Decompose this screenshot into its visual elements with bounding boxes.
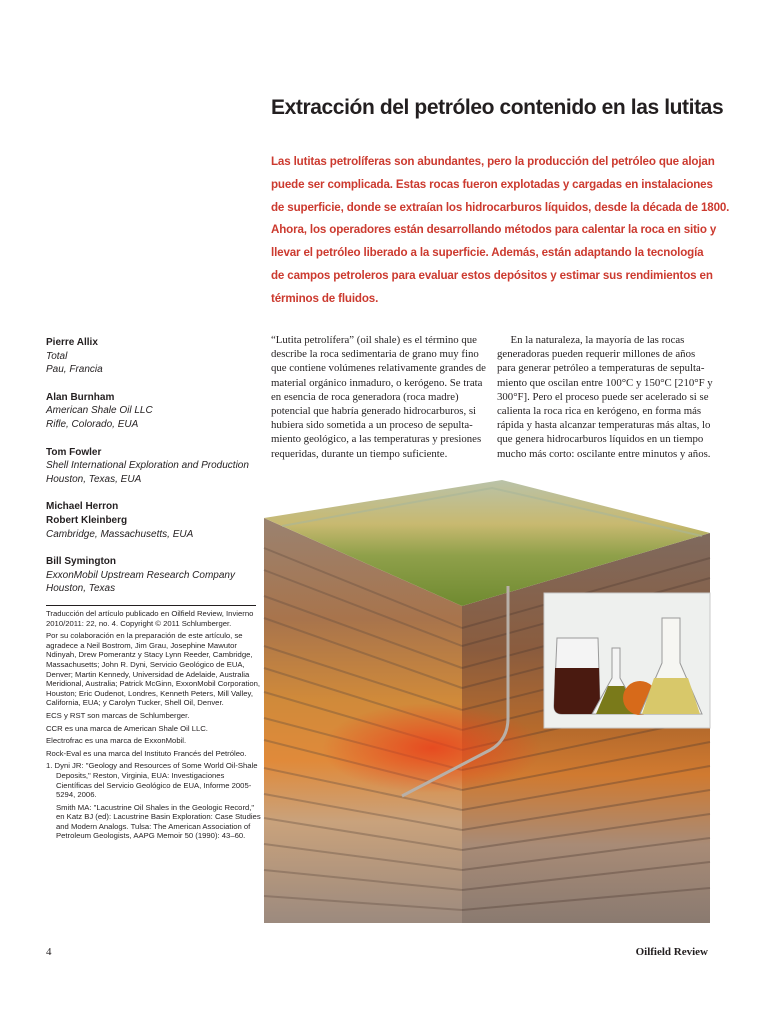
body-line: En la naturaleza, la mayoría de las rocas (497, 334, 685, 346)
body-column-1 (271, 333, 485, 461)
author-affiliation: Shell International Exploration and Production (46, 460, 249, 472)
reference: 1. Dyni JR: "Geology and Resources of Some World Oil-Shale Deposits," Reston, Virginia, EUA: Investigaciones Científicas del Servicio Geológico de EUA, Informe 2005-5294, 2006. (46, 761, 258, 800)
footnotes (46, 609, 261, 844)
body-line: miento que oscilan entre 100°C y 150°C [210°F y (497, 376, 713, 389)
body-line: mucho más corto: oscilante entre minutos y años. (497, 447, 711, 460)
author-affiliation: Total (46, 350, 68, 362)
body-line: que genera hidrocarburos líquidos en un tiempo (497, 433, 704, 446)
body-line: generadoras pueden requerir millones de años (497, 348, 696, 361)
body-line: 300°F]. Pero el proceso puede ser acelerado si se (497, 390, 709, 403)
author-name: Bill Symington (46, 556, 116, 568)
lead-line: Las lutitas petrolíferas son abundantes, pero la producción del petróleo que alojan (271, 155, 715, 168)
body-line: miento geológico, a las temperaturas y presiones (271, 433, 482, 446)
oil-beakers-photo (544, 593, 710, 728)
article-lead (271, 151, 730, 311)
author-name: Alan Burnham (46, 391, 115, 403)
acknowledgements: Por su colaboración en la preparación de este artículo, se agradece a Neil Bostrom, Jim Grau, Josephine Mawutor Ndinyah, Drew Pomerantz y Stacy Lynn Reeder, Cambridge, Massachusetts; John R. Dyni, Servicio Geológico de EUA, Denver; Martin Kennedy, Universidad de Adelaide, Australia Meridional, Australia; Patrick McGinn, ExxonMobil Corporation, Houston; Eric Oudenot, Londres, Kenneth Peters, Mill Valley, California, EUA; y Carolyn Tucker, Shell Oil, Denver. (46, 631, 261, 708)
body-column-2 (497, 333, 711, 461)
lead-line: llevar el petróleo liberado a la superficie. Además, están adaptando la tecnología (271, 246, 704, 260)
author-name: Tom Fowler (46, 446, 102, 458)
body-line: que contiene volúmenes relativamente grandes de (271, 362, 486, 375)
body-line: potencial que habría generado hidrocarburos, si (271, 405, 477, 418)
author-block (46, 336, 261, 377)
author-name: Pierre Allix (46, 337, 98, 348)
lead-line: términos de fluidos. (271, 291, 379, 305)
author-name: Michael Herron (46, 501, 119, 513)
author-location: Houston, Texas, EUA (46, 473, 142, 485)
translation-note: Traducción del artículo publicado en Oilfield Review, Invierno 2010/2011: 22, no. 4. Copyright © 2011 Schlumberger. (46, 609, 254, 628)
author-block (46, 555, 261, 596)
reference: Smith MA: "Lacustrine Oil Shales in the Geologic Record," en Katz BJ (ed): Lacustrine Basin Exploration: Case Studies and Modern Analogs. Tulsa: The American Association of Petroleum Geologists, AAPG Memoir 50 (1990): 43–60. (56, 802, 261, 841)
author-affiliation: ExxonMobil Upstream Research Company (46, 569, 235, 581)
author-location: Rifle, Colorado, EUA (46, 418, 139, 430)
body-line: requeridas, durante un tiempo suficiente. (271, 447, 448, 460)
body-line: calienta la roca rica en kerógeno, en forma más (497, 405, 702, 418)
body-line: en esencia de roca generadora (roca madre) (271, 390, 459, 403)
author-location: Cambridge, Massachusetts, EUA (46, 528, 194, 540)
author-block (46, 446, 261, 487)
author-affiliation: American Shale Oil LLC (46, 405, 153, 417)
publication-name: Oilfield Review (635, 946, 708, 958)
notes-divider (46, 605, 256, 606)
author-list (46, 336, 261, 610)
trademark-note: Electrofrac es una marca de ExxonMobil. (46, 736, 187, 746)
trademark-note: Rock-Eval es una marca del Instituto Francés del Petróleo. (46, 748, 247, 758)
lead-line: Ahora, los operadores están desarrollando métodos para calentar la roca en sitio y (271, 223, 717, 237)
page-number: 4 (46, 946, 52, 958)
lead-line: de campos petroleros para evaluar estos depósitos y estimar sus rendimientos en (271, 268, 713, 282)
body-line: hubiera sido sometida a un proceso de sepulta- (271, 419, 473, 432)
author-block (46, 391, 261, 432)
author-block (46, 500, 261, 541)
body-line: para generar petróleo a temperaturas de sepulta- (497, 362, 705, 375)
body-line: describe la roca sedimentaria de grano muy fino (271, 348, 479, 361)
author-name: Robert Kleinberg (46, 514, 128, 526)
body-line: rápida y hasta alcanzar temperaturas más altas, lo (497, 419, 711, 432)
author-location: Pau, Francia (46, 364, 103, 376)
body-line: “Lutita petrolífera” (oil shale) es el término que (271, 334, 477, 346)
oil-shale-block-illustration (262, 478, 712, 923)
body-line: material orgánico inmaduro, o kerógeno. Se trata (271, 376, 483, 389)
article-title: Extracción del petróleo contenido en las lutitas (271, 96, 724, 119)
lead-line: puede ser complicada. Estas rocas fueron explotadas y cargadas en instalaciones (271, 177, 713, 191)
trademark-note: ECS y RST son marcas de Schlumberger. (46, 710, 190, 720)
author-location: Houston, Texas (46, 583, 116, 595)
trademark-note: CCR es una marca de American Shale Oil LLC. (46, 723, 208, 733)
lead-line: de superficie, donde se extraían los hidrocarburos líquidos, desde la década de 1800. (271, 200, 730, 214)
